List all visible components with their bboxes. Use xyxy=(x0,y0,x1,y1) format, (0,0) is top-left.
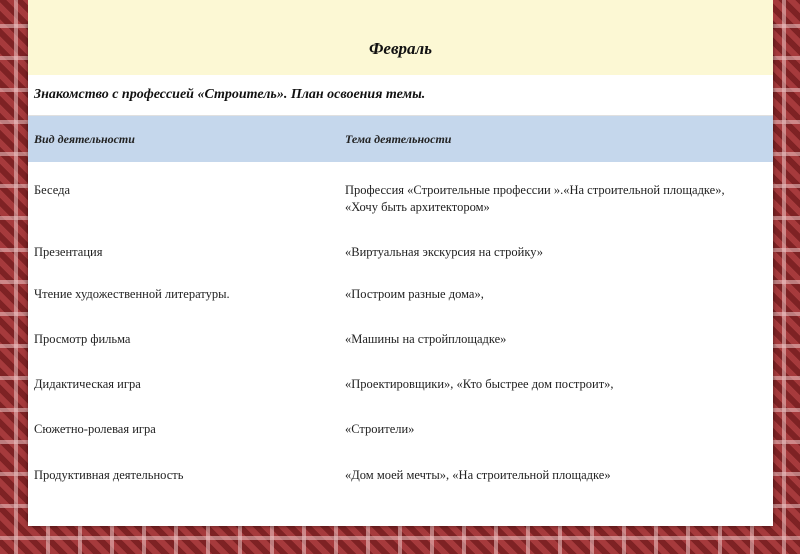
activity-cell: Сюжетно-ролевая игра xyxy=(34,422,156,436)
activity-cell: Продуктивная деятельность xyxy=(34,468,184,482)
activity-cell: Презентация xyxy=(34,245,103,259)
theme-cell: «Проектировщики», «Кто быстрее дом построит», xyxy=(345,377,614,391)
theme-cell: «Виртуальная экскурсия на стройку» xyxy=(345,245,544,259)
activity-cell: Беседа xyxy=(34,183,71,197)
theme-cell: «Строители» xyxy=(345,422,415,436)
theme-cell: «Построим разные дома», xyxy=(345,287,484,301)
table-row xyxy=(28,224,773,266)
month-title: Февраль xyxy=(28,0,773,75)
table-row xyxy=(28,311,773,356)
table-row xyxy=(28,356,773,401)
document-sheet xyxy=(28,22,773,526)
activity-cell: Просмотр фильма xyxy=(34,332,131,346)
activity-cell: Дидактическая игра xyxy=(34,377,141,391)
topic-heading: Знакомство с профессией «Строитель». План освоения темы. xyxy=(28,75,773,116)
theme-cell: Профессия «Строительные профессии ».«На строительной площадке», «Хочу быть архитектором» xyxy=(345,183,725,214)
table-row xyxy=(28,447,773,497)
header-activity: Вид деятельности xyxy=(34,131,135,146)
table-row xyxy=(28,266,773,311)
theme-cell: «Машины на стройплощадке» xyxy=(345,332,507,346)
activity-cell: Чтение художественной литературы. xyxy=(34,287,230,301)
theme-cell: «Дом моей мечты», «На строительной площадке» xyxy=(345,468,611,482)
table-header xyxy=(28,116,773,162)
table-row xyxy=(28,162,773,224)
table-row xyxy=(28,401,773,447)
header-theme: Тема деятельности xyxy=(345,131,452,146)
